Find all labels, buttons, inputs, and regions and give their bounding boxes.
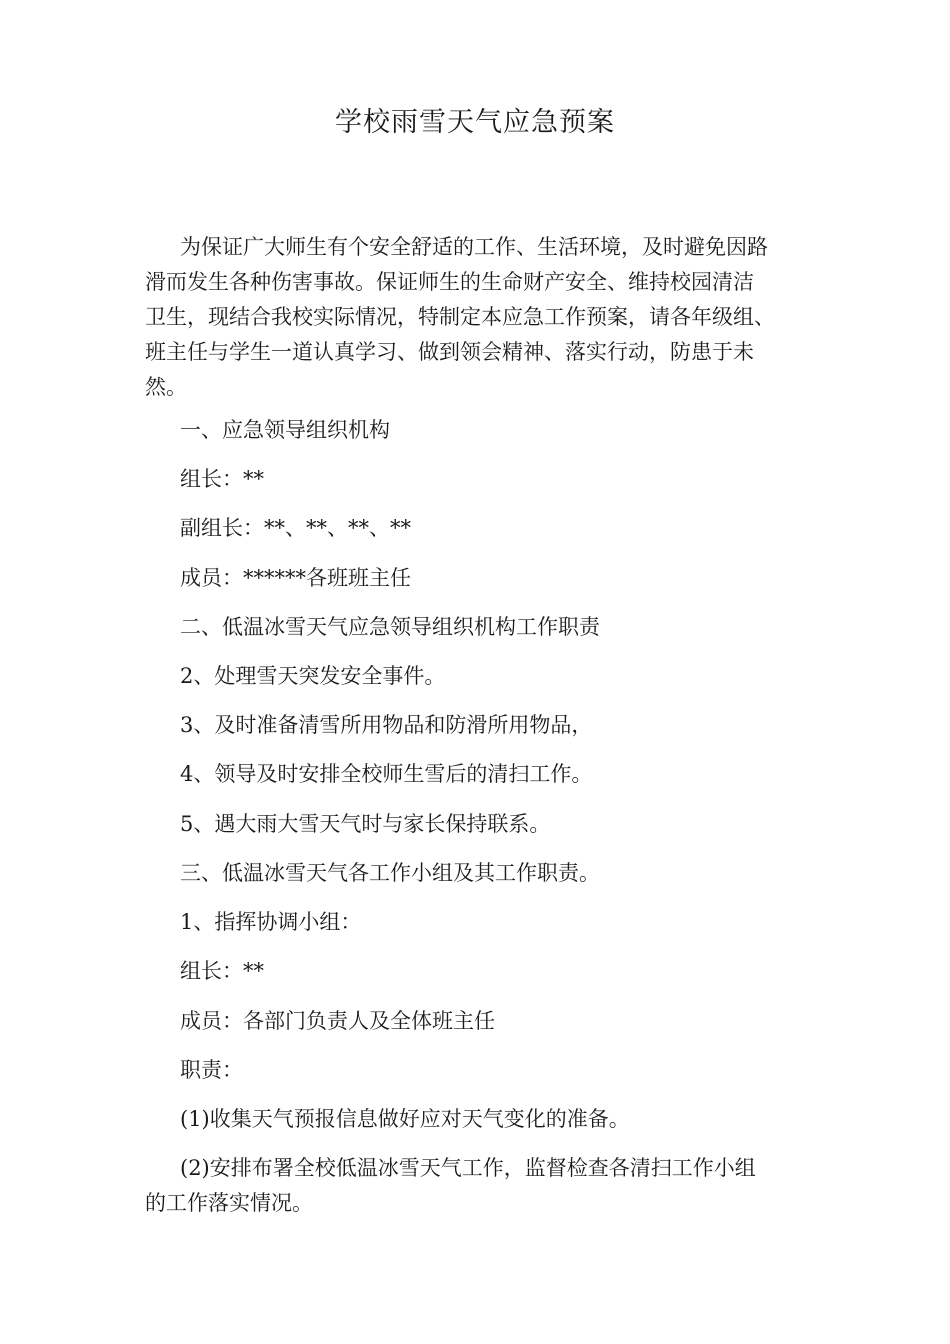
section-heading-3: 三、低温冰雪天气各工作小组及其工作职责。: [180, 861, 600, 885]
paragraph: (1)收集天气预报信息做好应对天气变化的准备。: [180, 1107, 630, 1131]
intro-paragraph: [145, 230, 835, 405]
intro-line: 滑而发生各种伤害事故。保证师生的生命财产安全、维持校园清洁: [145, 270, 754, 294]
paragraph: 组长：**: [180, 959, 264, 983]
paragraph-line: 的工作落实情况。: [145, 1191, 313, 1215]
paragraph: 3、及时准备清雪所用物品和防滑所用物品，: [180, 713, 593, 737]
paragraph: 1、指挥协调小组：: [180, 910, 362, 934]
paragraph: 5、遇大雨大雪天气时与家长保持联系。: [180, 812, 551, 836]
paragraph: 组长：**: [180, 467, 264, 491]
section-heading-2: 二、低温冰雪天气应急领导组织机构工作职责: [180, 615, 600, 639]
intro-line: 班主任与学生一道认真学习、做到领会精神、落实行动，防患于未: [145, 340, 754, 364]
paragraph: 2、处理雪天突发安全事件。: [180, 664, 446, 688]
intro-line: 然。: [145, 375, 187, 399]
paragraph: 成员：******各班班主任: [180, 566, 411, 590]
paragraph: 副组长：**、**、**、**: [180, 516, 411, 540]
intro-line: 为保证广大师生有个安全舒适的工作、生活环境，及时避免因路: [180, 235, 768, 259]
intro-line: 卫生，现结合我校实际情况，特制定本应急工作预案，请各年级组、: [145, 305, 775, 329]
paragraph: 4、领导及时安排全校师生雪后的清扫工作。: [180, 762, 593, 786]
paragraph-multiline: [145, 1151, 756, 1221]
paragraph: 职责：: [180, 1058, 243, 1082]
section-heading-1: 一、应急领导组织机构: [180, 418, 390, 442]
paragraph: 成员：各部门负责人及全体班主任: [180, 1009, 495, 1033]
paragraph-line: (2)安排布署全校低温冰雪天气工作，监督检查各清扫工作小组: [180, 1156, 756, 1180]
document-title: 学校雨雪天气应急预案: [335, 107, 615, 138]
